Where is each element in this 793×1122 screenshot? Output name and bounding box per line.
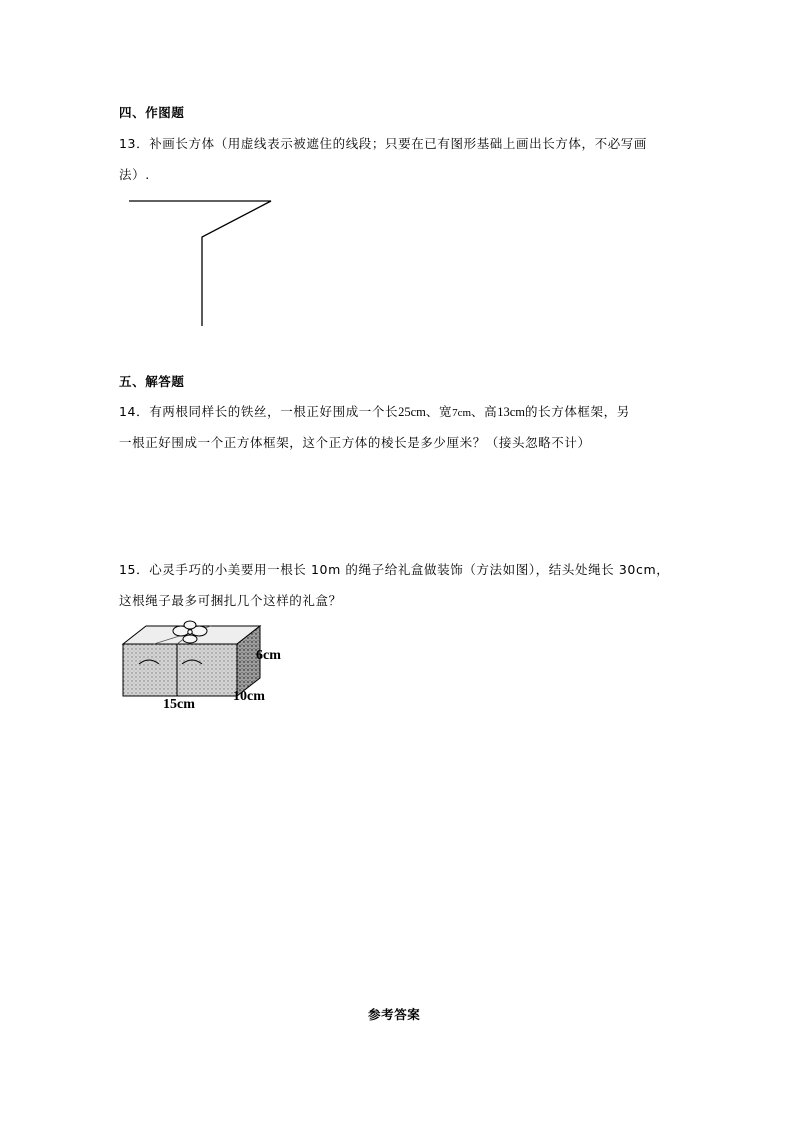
q14-width: 7cm: [452, 407, 472, 419]
partial-cuboid-figure: [120, 192, 300, 332]
box-depth-label: 10cm: [233, 689, 265, 704]
q14-sep-1: 、宽: [425, 404, 453, 419]
q14-text-a: 14．有两根同样长的铁丝，一根正好围成一个长: [119, 404, 399, 419]
box-length-label: 15cm: [163, 697, 195, 712]
bow-knot: [188, 630, 192, 634]
q14-sep-2: 、高: [471, 404, 498, 419]
section-5-heading: 五、解答题: [119, 374, 185, 389]
q14-height: 13cm: [497, 405, 526, 419]
q14-length: 25cm: [398, 405, 426, 419]
question-15-line-1: 15．心灵手巧的小美要用一根长 10m 的绳子给礼盒做装饰（方法如图），结头处绳长 30cm，: [119, 562, 670, 577]
question-14-line-1: [119, 404, 630, 421]
box-front-face: [123, 644, 237, 696]
answers-heading: 参考答案: [368, 1007, 421, 1022]
q14-text-b: 的长方体框架，另: [525, 404, 630, 419]
bow-loop-bottom: [183, 635, 197, 643]
question-13-line-1: 13．补画长方体（用虚线表示被遮住的线段；只要在已有图形基础上画出长方体，不必写画: [119, 136, 648, 151]
question-15-line-2: 这根绳子最多可捆扎几个这样的礼盒？: [119, 593, 342, 608]
box-height-label: 6cm: [256, 648, 281, 663]
question-13-line-2: 法）.: [119, 167, 150, 182]
bow-loop-top: [184, 621, 196, 629]
cuboid-edges: [129, 201, 271, 326]
section-4-heading: 四、作图题: [119, 105, 185, 120]
question-14-line-2: 一根正好围成一个正方体框架，这个正方体的棱长是多少厘米？（接头忽略不计）: [119, 435, 591, 450]
